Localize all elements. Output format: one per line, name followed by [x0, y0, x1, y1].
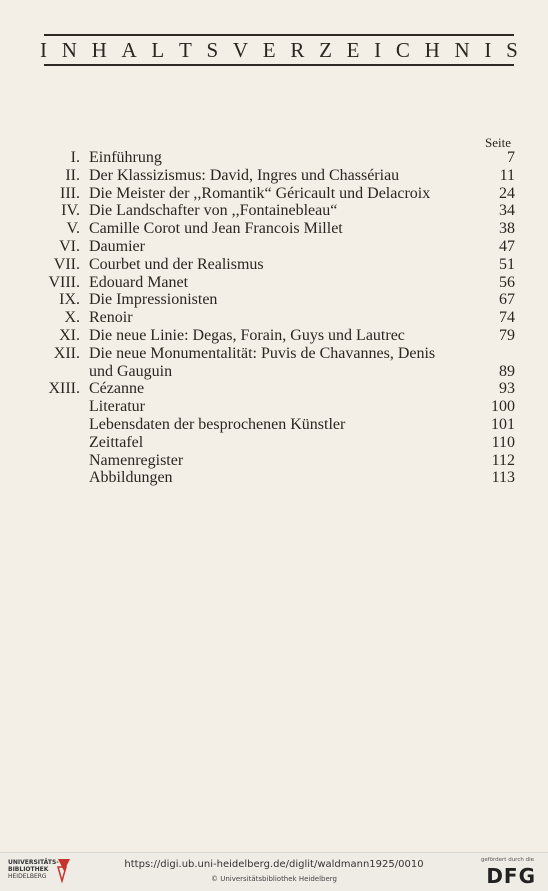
top-rule-bottom [44, 64, 514, 66]
heading-letter: I [40, 38, 47, 62]
toc-title: Edouard Manet [89, 273, 189, 291]
heading-letter: H [91, 38, 107, 62]
toc-title: und Gauguin [89, 362, 173, 380]
source-url-link[interactable]: https://digi.ub.uni-heidelberg.de/diglit/waldmann1925/0010 [124, 859, 424, 870]
toc-page-number: 101 [491, 415, 515, 433]
toc-row [0, 202, 548, 220]
toc-number: XII. [53, 344, 80, 362]
toc-page-number: 7 [507, 149, 515, 166]
heading-letter: V [232, 38, 249, 62]
toc-page-number: 89 [499, 362, 515, 380]
toc-row [0, 149, 548, 167]
toc-number: III. [60, 184, 80, 202]
toc-row [0, 380, 548, 398]
toc-title: Die Meister der ,,Romantik“ Géricault und Delacroix [89, 184, 431, 202]
page-heading [40, 38, 518, 63]
page-column-label: Seite [485, 135, 511, 150]
toc-row [0, 238, 548, 256]
toc-row [0, 167, 548, 185]
heading-letter: S [506, 38, 518, 62]
toc-number: XIII. [48, 380, 80, 398]
heading-letter: Z [319, 38, 332, 62]
top-rule-thick [44, 34, 514, 36]
heading-letter: A [121, 38, 137, 62]
toc-row [0, 274, 548, 292]
heading-letter: C [395, 38, 410, 62]
toc-page-number: 11 [499, 166, 515, 184]
toc-page-number: 100 [491, 398, 515, 416]
toc-title: Renoir [89, 309, 133, 327]
toc-row [0, 398, 548, 416]
toc-number: VIII. [48, 273, 80, 291]
toc-row [0, 256, 548, 274]
dfg-caption: gefördert durch die [480, 857, 534, 863]
toc-title: Die Impressionisten [89, 291, 218, 309]
heading-letter: H [424, 38, 440, 62]
toc-row [0, 416, 548, 434]
toc-title: Camille Corot und Jean Francois Millet [89, 220, 343, 238]
toc-page-number: 67 [499, 291, 515, 309]
toc-page-number: 110 [491, 433, 515, 451]
toc-number: VII. [53, 255, 80, 273]
toc-number: V. [66, 220, 80, 238]
logo-line: HEIDELBERG [8, 873, 47, 880]
toc-row [0, 469, 548, 487]
toc-title: Zeittafel [89, 433, 144, 451]
heading-letter: S [206, 38, 219, 62]
toc-row [0, 345, 548, 363]
toc-page-number: 34 [499, 202, 515, 220]
toc-title: Die Landschafter von ,,Fontainebleau“ [89, 202, 338, 220]
toc-number: X. [64, 309, 80, 327]
toc-row [0, 220, 548, 238]
toc-number: IX. [59, 291, 80, 309]
toc-page-number: 51 [499, 255, 515, 273]
heading-letter: E [262, 38, 276, 62]
toc-title: Cézanne [89, 380, 145, 398]
toc-title: Einführung [89, 149, 162, 166]
viewer-footer [0, 852, 548, 891]
heading-letter: R [290, 38, 305, 62]
toc-page-number: 112 [491, 451, 515, 469]
toc-page-number: 24 [499, 184, 515, 202]
heading-letter: N [61, 38, 77, 62]
toc-row [0, 452, 548, 470]
toc-title: Daumier [89, 237, 145, 255]
toc-number: I. [70, 149, 80, 166]
toc-title: Literatur [89, 398, 145, 416]
toc-title: Die neue Monumentalität: Puvis de Chavannes, Denis [89, 344, 436, 362]
toc-title: Die neue Linie: Degas, Forain, Guys und Lautrec [89, 326, 405, 344]
toc-row [0, 327, 548, 345]
heading-letter: T [178, 38, 192, 62]
toc-row [0, 291, 548, 309]
logo-line: UNIVERSITÄTS- [8, 859, 59, 866]
toc-number: VI. [59, 237, 80, 255]
toc-title: Abbildungen [89, 469, 173, 487]
toc-page-number: 79 [499, 326, 515, 344]
toc-row [0, 434, 548, 452]
toc-number: II. [65, 166, 80, 184]
toc-row [0, 309, 548, 327]
toc-page-number: 56 [499, 273, 515, 291]
toc-title: Lebensdaten der besprochenen Künstler [89, 415, 346, 433]
toc-page-number: 93 [499, 380, 515, 398]
copyright-text: © Universitätsbibliothek Heidelberg [210, 875, 337, 883]
heading-letter: E [346, 38, 360, 62]
heading-letter: I [374, 38, 382, 62]
toc-page-number: 38 [499, 220, 515, 238]
table-of-contents [0, 149, 548, 487]
toc-row [0, 185, 548, 203]
heading-letter: I [484, 38, 492, 62]
toc-number: XI. [59, 326, 80, 344]
toc-title: Courbet und der Realismus [89, 255, 264, 273]
toc-page-number: 47 [499, 237, 515, 255]
toc-title: Der Klassizismus: David, Ingres und Chassériau [89, 166, 400, 184]
logo-line: BIBLIOTHEK [8, 866, 49, 873]
dfg-logo[interactable]: DFG [486, 864, 536, 888]
heading-letter: L [151, 38, 165, 62]
heading-letter: N [454, 38, 470, 62]
toc-row [0, 363, 548, 381]
toc-page-number: 113 [491, 469, 515, 487]
toc-title: Namenregister [89, 451, 184, 469]
toc-page-number: 74 [499, 309, 515, 327]
toc-number: IV. [61, 202, 80, 220]
